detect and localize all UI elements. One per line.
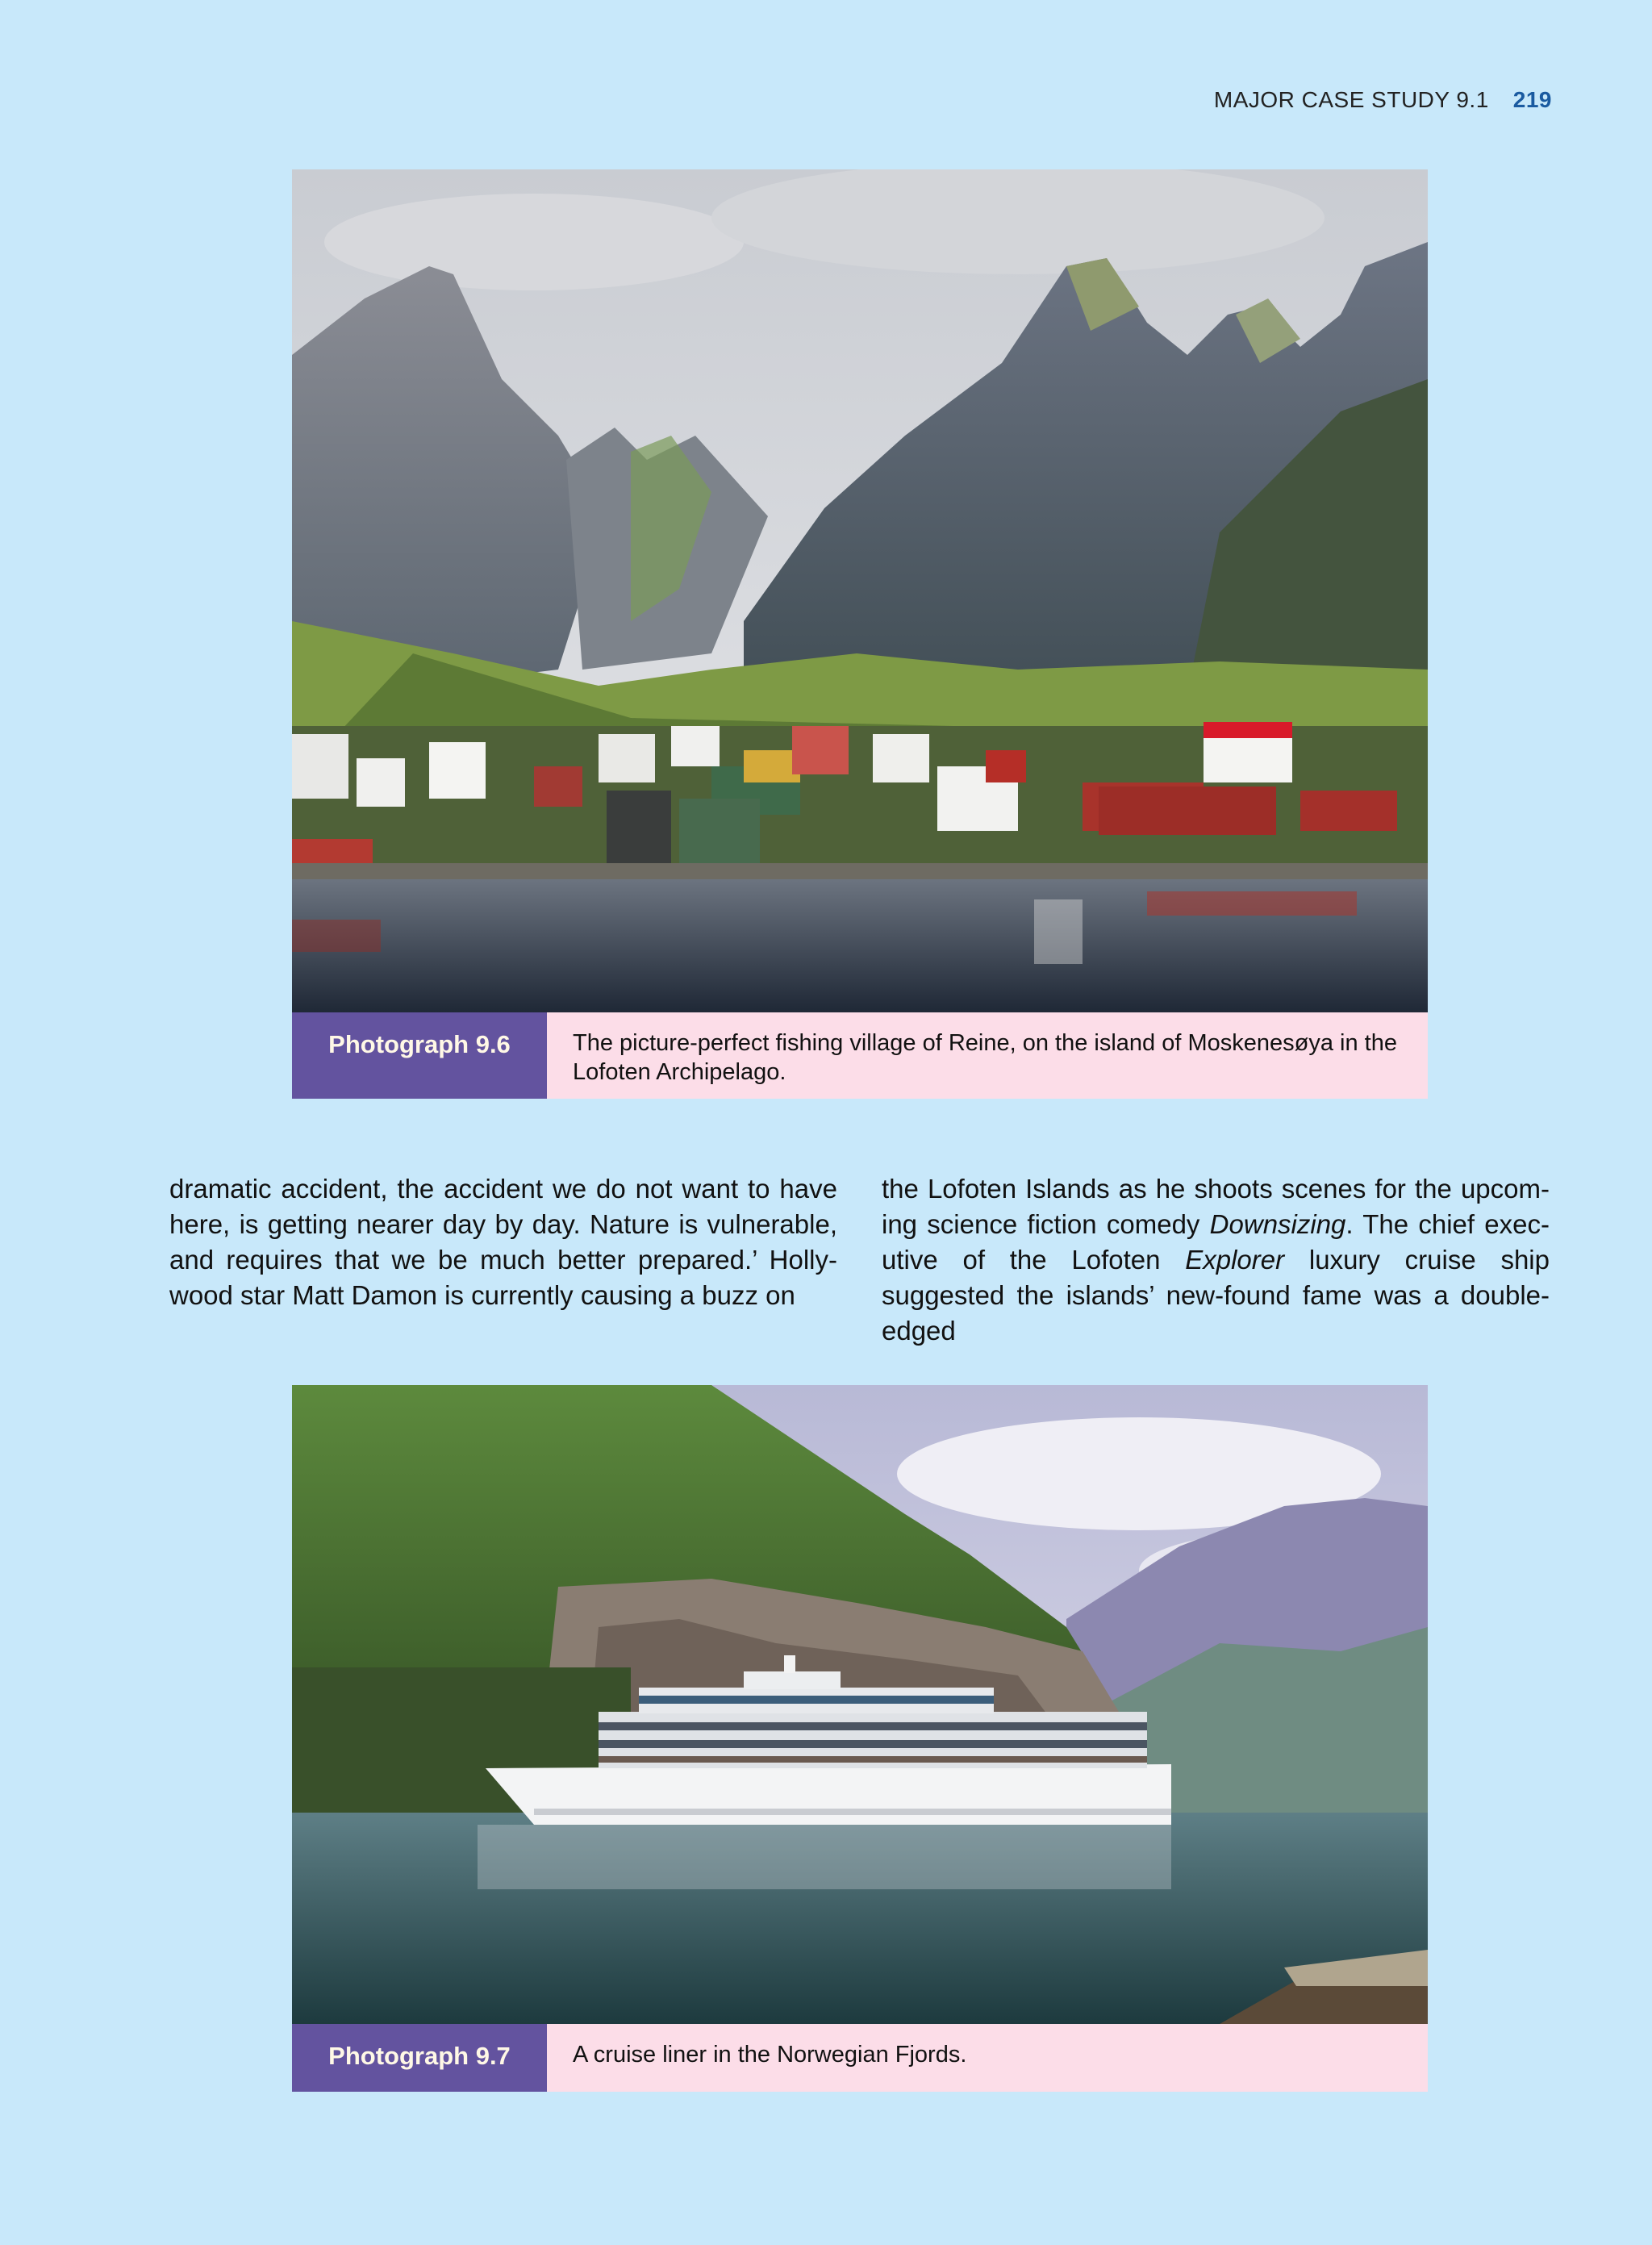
caption-9-6 xyxy=(292,1012,1428,1099)
figure-reine xyxy=(292,169,1428,1099)
caption-label: Photograph 9.6 xyxy=(292,1012,547,1099)
body-text: . The chief executive of the Lofoten xyxy=(882,1209,1550,1275)
body-paragraph-right xyxy=(882,1171,1550,1349)
body-column-left xyxy=(169,1171,837,1313)
photo-cruise-liner xyxy=(292,1385,1428,2024)
section-title: MAJOR CASE STUDY 9.1 xyxy=(1213,87,1489,112)
photo-reine-village xyxy=(292,169,1428,1012)
body-text: the Lofoten Islands as he shoots scenes for the upcoming science fiction comedy xyxy=(882,1174,1550,1239)
body-text: luxury cruise ship suggested the islands’ new-found fame was a double-edged xyxy=(882,1245,1550,1346)
body-paragraph-left: dramatic accident, the accident we do not want to have here, is getting nearer day by day. Nature is vulnerable, and requires that we be much better prepared.’ Hollywood star Matt Damon is currently causing a buzz on xyxy=(169,1174,837,1310)
caption-label: Photograph 9.7 xyxy=(292,2024,547,2092)
ship-name: Explorer xyxy=(1185,1245,1285,1275)
body-column-right xyxy=(882,1171,1550,1349)
page-number: 219 xyxy=(1512,87,1552,112)
film-title: Downsizing xyxy=(1209,1209,1346,1239)
figure-cruise-liner xyxy=(292,1385,1428,2092)
caption-9-7 xyxy=(292,2024,1428,2092)
caption-text: A cruise liner in the Norwegian Fjords. xyxy=(547,2024,1428,2092)
running-header xyxy=(1214,87,1552,113)
caption-text: The picture-perfect fishing village of Reine, on the island of Moskenesøya in the Lofoten Archipelago. xyxy=(547,1012,1428,1099)
